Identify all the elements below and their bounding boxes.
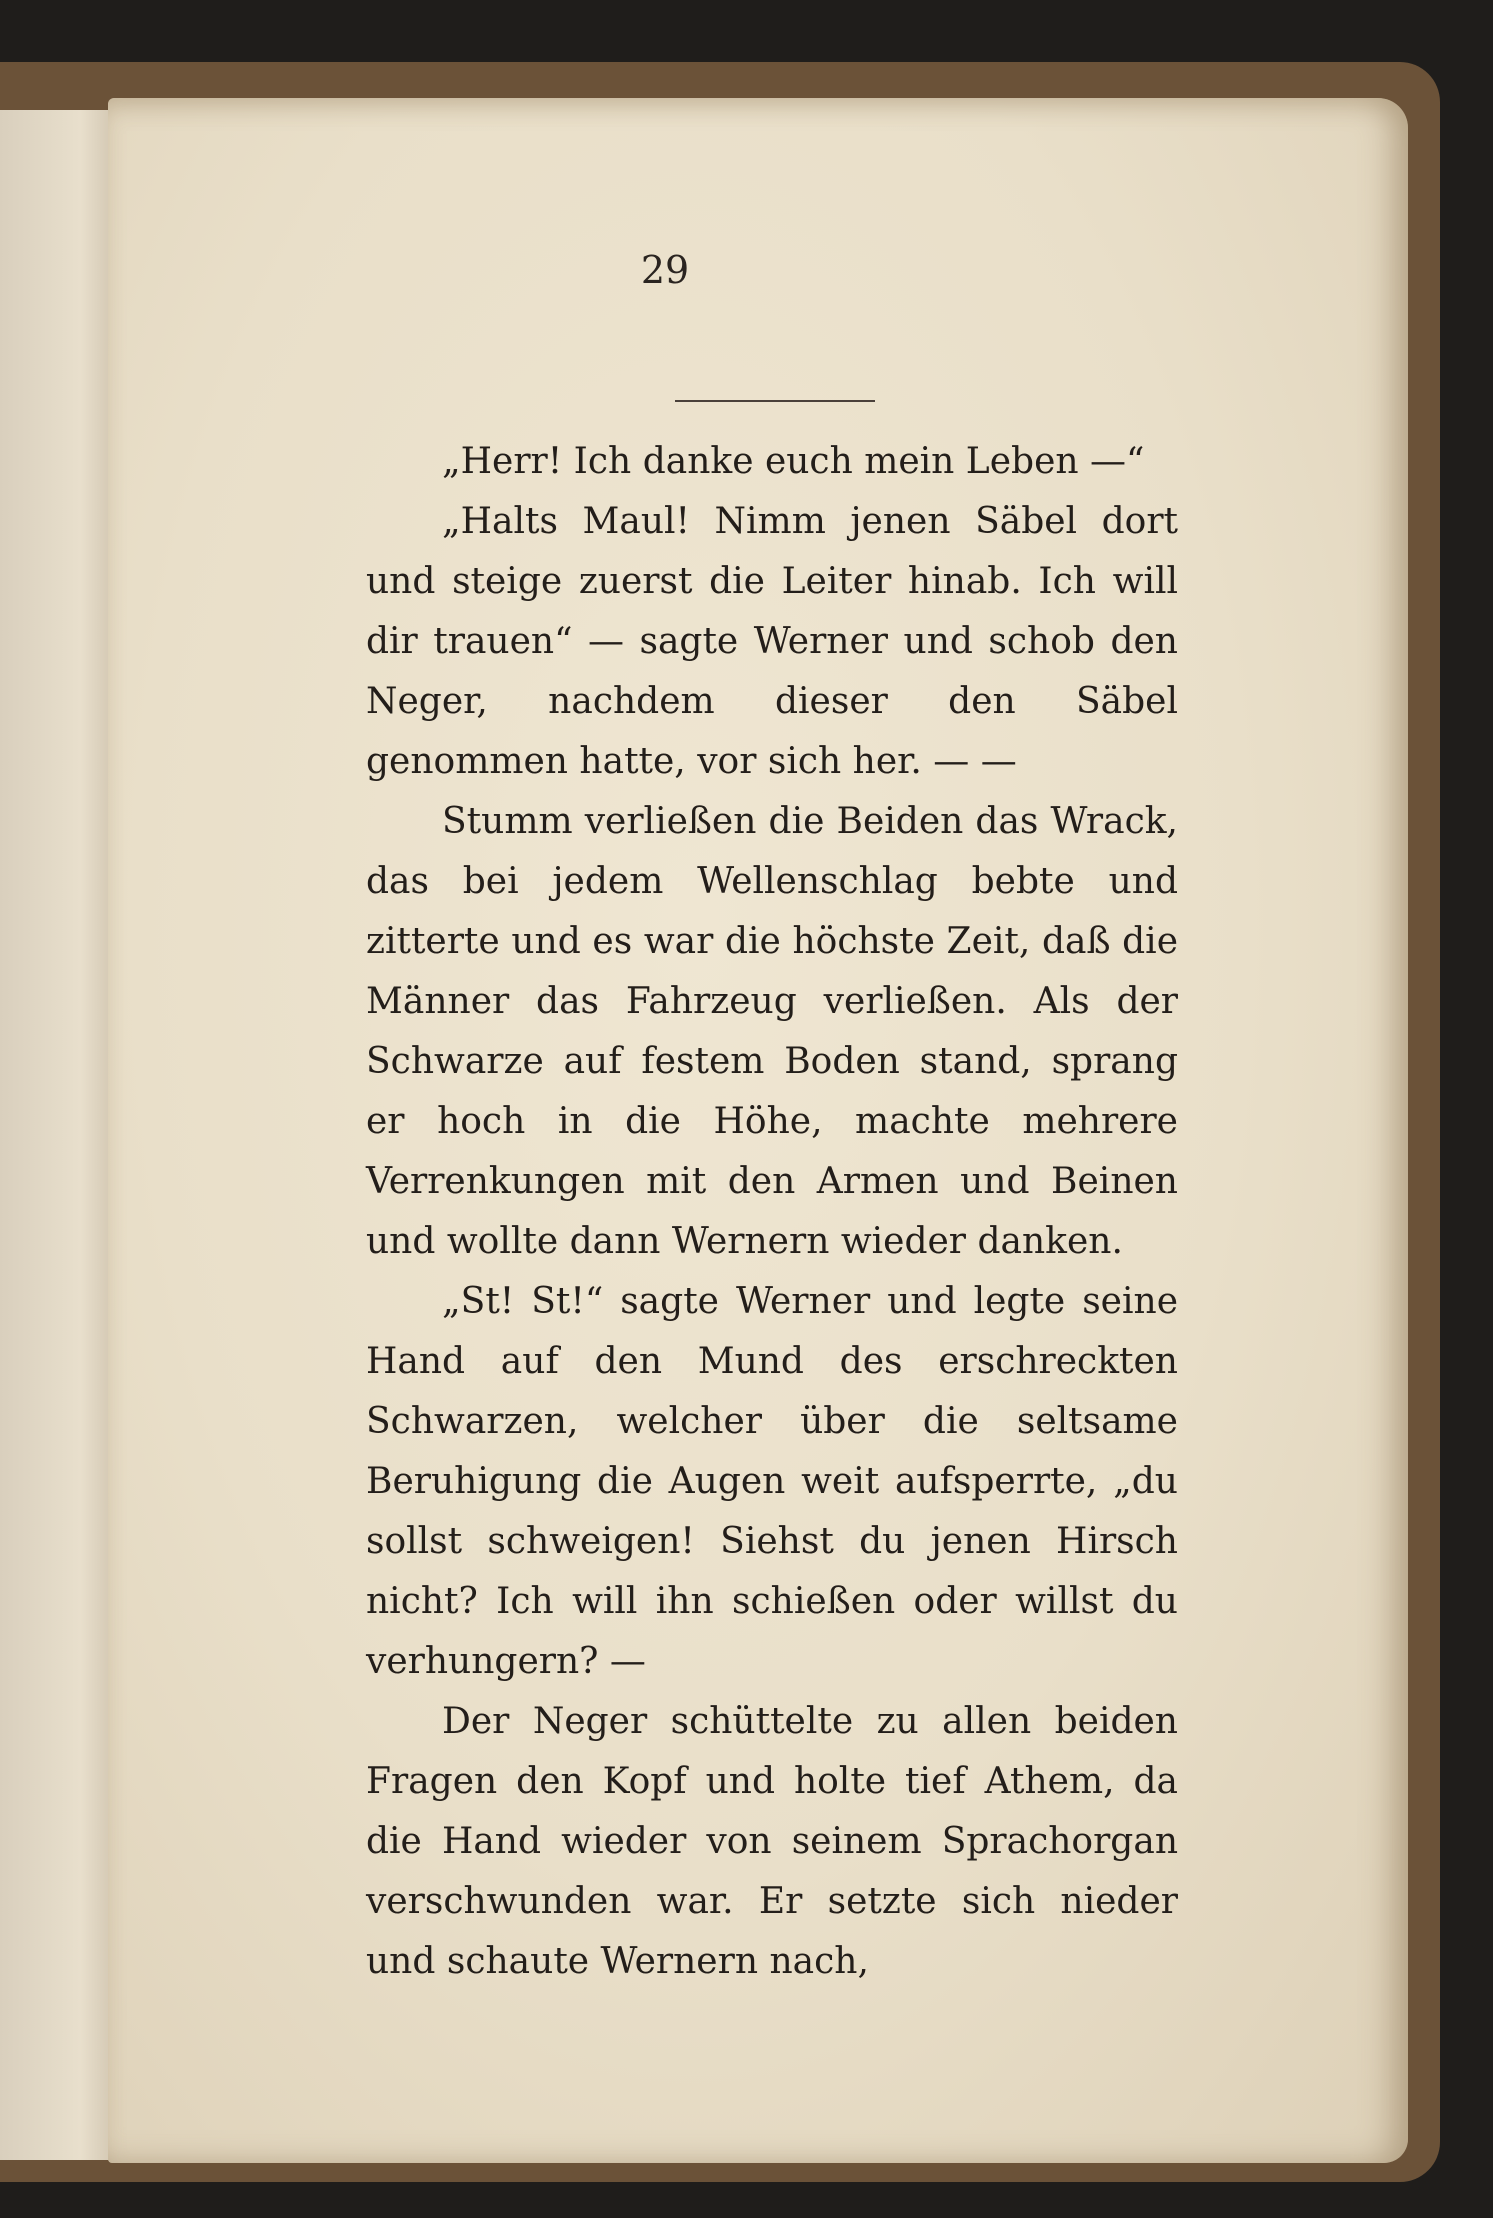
paragraph-1: „Herr! Ich danke euch mein Leben —“ [442, 441, 1145, 482]
page-number: 29 [640, 248, 690, 292]
page-number-rule [675, 400, 875, 402]
paragraph-3: Stumm verließen die Beiden das Wrack, das bei jedem Wellenschlag bebte und zitterte und es war die höchste Zeit, daß die Männer das Fahrzeug verließen. Als der Schwarze auf festem Boden stand, sprang er hoch in die Höhe, machte mehrere Verrenkungen mit den Armen und Beinen und wollte dann Wernern wieder danken. [366, 801, 1178, 1262]
page-text [366, 432, 1178, 1992]
paragraph-2: „Halts Maul! Nimm jenen Säbel dort und steige zuerst die Leiter hinab. Ich will dir trauen“ — sagte Werner und schob den Neger, nachdem dieser den Säbel genommen hatte, vor sich her. — — [366, 501, 1178, 782]
left-page-edge [0, 110, 117, 2160]
paragraph-5: Der Neger schüttelte zu allen beiden Fragen den Kopf und holte tief Athem, da die Hand wieder von seinem Sprachorgan verschwunden war. Er setzte sich nieder und schaute Wernern nach, [366, 1701, 1178, 1982]
paragraph-4: „St! St!“ sagte Werner und legte seine Hand auf den Mund des erschreckten Schwarzen, welcher über die seltsame Beruhigung die Augen weit aufsperrte, „du sollst schweigen! Siehst du jenen Hirsch nicht? Ich will ihn schießen oder willst du verhungern? — [366, 1281, 1178, 1682]
